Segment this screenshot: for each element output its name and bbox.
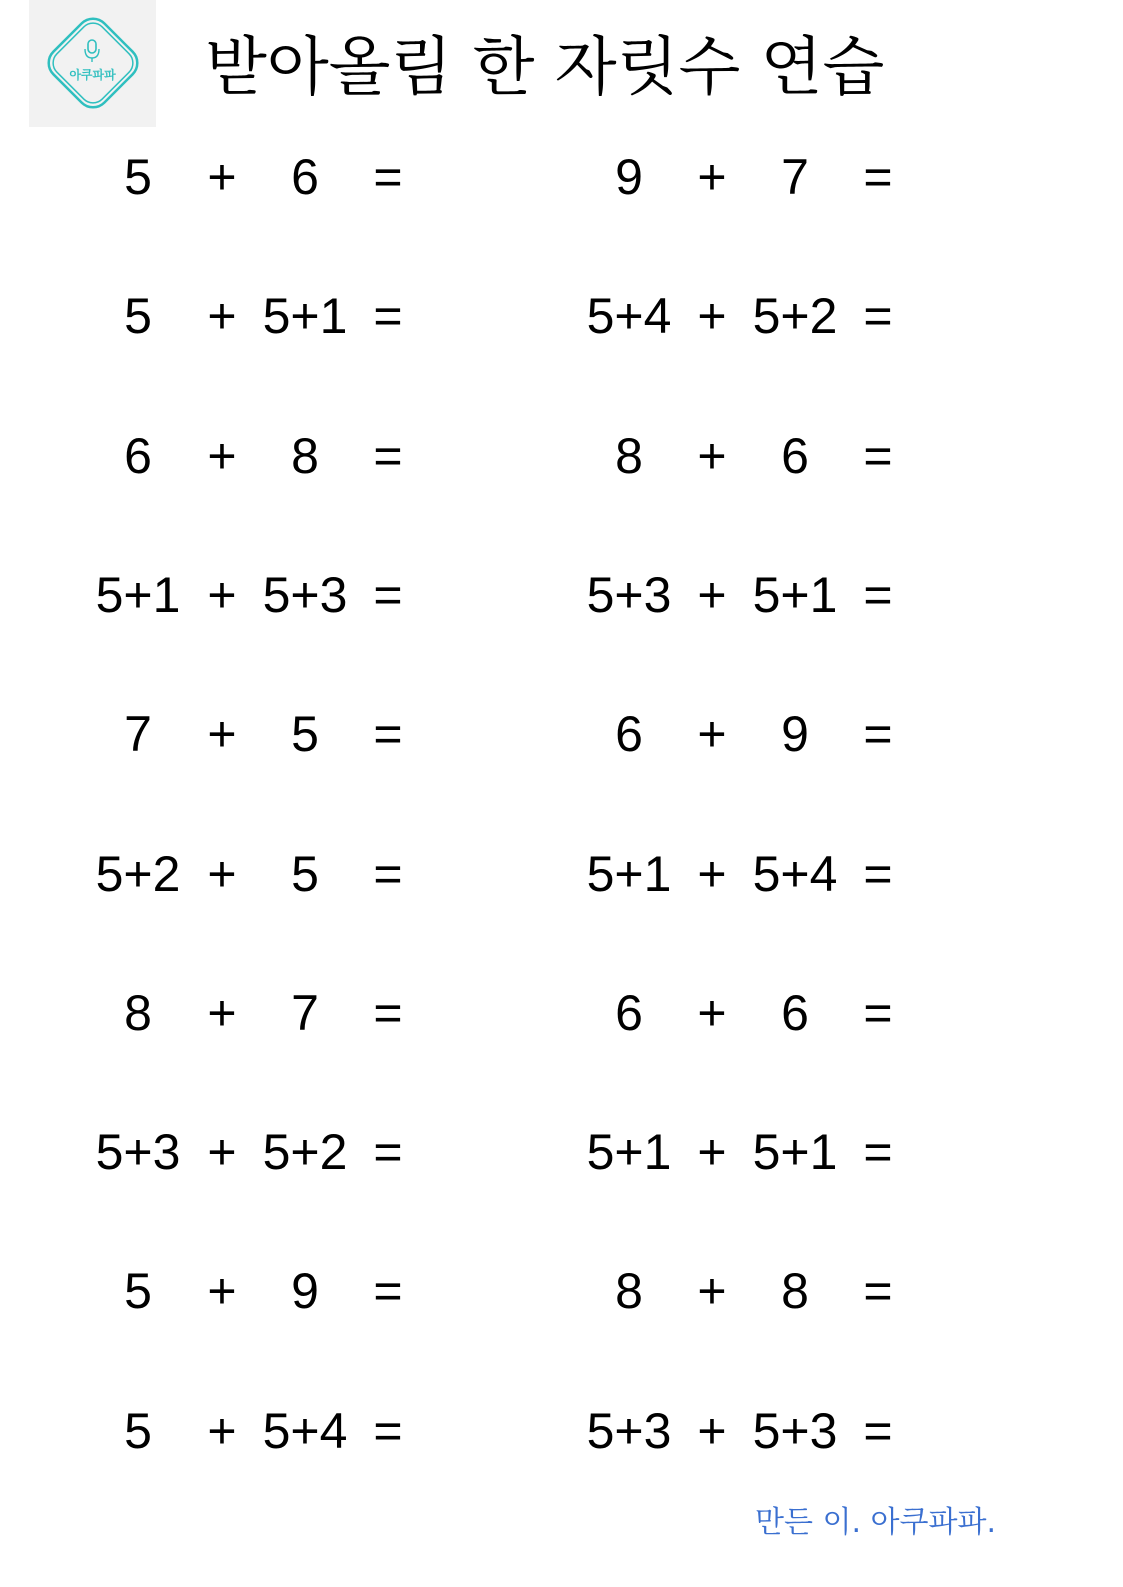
right-problem-equals-sign: = bbox=[863, 1263, 893, 1319]
left-problem-plus-sign: + bbox=[207, 149, 237, 205]
right-problem-second-operand: 5+4 bbox=[752, 846, 838, 902]
problem-row bbox=[0, 1112, 1123, 1192]
left-problem-second-operand: 9 bbox=[291, 1263, 319, 1319]
right-problem-second-operand: 9 bbox=[781, 706, 809, 762]
left-problem-equals-sign: = bbox=[373, 706, 403, 762]
right-problem-equals-sign: = bbox=[863, 1124, 893, 1180]
problem-row bbox=[0, 137, 1123, 217]
right-problem-second-operand: 5+2 bbox=[752, 288, 838, 344]
right-problem-first-operand: 8 bbox=[615, 1263, 643, 1319]
right-problem-second-operand: 5+1 bbox=[752, 567, 838, 623]
left-problem-first-operand: 6 bbox=[124, 428, 152, 484]
left-problem-first-operand: 8 bbox=[124, 985, 152, 1041]
right-problem-first-operand: 8 bbox=[615, 428, 643, 484]
left-problem-second-operand: 6 bbox=[291, 149, 319, 205]
right-problem-plus-sign: + bbox=[697, 1124, 727, 1180]
right-problem-plus-sign: + bbox=[697, 149, 727, 205]
left-problem-second-operand: 7 bbox=[291, 985, 319, 1041]
author-credit: 만든 이. 아쿠파파. bbox=[755, 1505, 997, 1540]
left-problem-first-operand: 5 bbox=[124, 149, 152, 205]
left-problem-equals-sign: = bbox=[373, 1263, 403, 1319]
logo-text: 아쿠파파 bbox=[69, 68, 116, 82]
left-problem-equals-sign: = bbox=[373, 428, 403, 484]
right-problem-equals-sign: = bbox=[863, 428, 893, 484]
right-problem-first-operand: 6 bbox=[615, 706, 643, 762]
left-problem-plus-sign: + bbox=[207, 1263, 237, 1319]
left-problem-plus-sign: + bbox=[207, 428, 237, 484]
right-problem-first-operand: 5+4 bbox=[586, 288, 672, 344]
problem-row bbox=[0, 416, 1123, 496]
left-problem-equals-sign: = bbox=[373, 149, 403, 205]
right-problem-second-operand: 5+1 bbox=[752, 1124, 838, 1180]
left-problem-plus-sign: + bbox=[207, 706, 237, 762]
right-problem-plus-sign: + bbox=[697, 706, 727, 762]
left-problem-plus-sign: + bbox=[207, 1124, 237, 1180]
left-problem-first-operand: 5 bbox=[124, 288, 152, 344]
left-problem-second-operand: 5+3 bbox=[262, 567, 348, 623]
right-problem-equals-sign: = bbox=[863, 149, 893, 205]
right-problem-first-operand: 6 bbox=[615, 985, 643, 1041]
right-problem-equals-sign: = bbox=[863, 1403, 893, 1459]
left-problem-plus-sign: + bbox=[207, 1403, 237, 1459]
right-problem-second-operand: 8 bbox=[781, 1263, 809, 1319]
right-problem-first-operand: 5+1 bbox=[586, 1124, 672, 1180]
left-problem-plus-sign: + bbox=[207, 846, 237, 902]
left-problem-plus-sign: + bbox=[207, 985, 237, 1041]
right-problem-second-operand: 6 bbox=[781, 985, 809, 1041]
logo bbox=[29, 0, 156, 127]
left-problem-equals-sign: = bbox=[373, 846, 403, 902]
right-problem-first-operand: 9 bbox=[615, 149, 643, 205]
left-problem-first-operand: 5 bbox=[124, 1263, 152, 1319]
right-problem-equals-sign: = bbox=[863, 706, 893, 762]
microphone-icon bbox=[85, 40, 99, 62]
right-problem-plus-sign: + bbox=[697, 1403, 727, 1459]
problem-row bbox=[0, 555, 1123, 635]
right-problem-equals-sign: = bbox=[863, 846, 893, 902]
problem-row bbox=[0, 276, 1123, 356]
left-problem-second-operand: 5 bbox=[291, 706, 319, 762]
right-problem-plus-sign: + bbox=[697, 567, 727, 623]
right-problem-first-operand: 5+3 bbox=[586, 567, 672, 623]
left-problem-equals-sign: = bbox=[373, 1403, 403, 1459]
right-problem-second-operand: 6 bbox=[781, 428, 809, 484]
left-problem-second-operand: 5 bbox=[291, 846, 319, 902]
right-problem-plus-sign: + bbox=[697, 428, 727, 484]
left-problem-second-operand: 5+1 bbox=[262, 288, 348, 344]
left-problem-equals-sign: = bbox=[373, 288, 403, 344]
left-problem-first-operand: 5 bbox=[124, 1403, 152, 1459]
right-problem-first-operand: 5+3 bbox=[586, 1403, 672, 1459]
problem-row bbox=[0, 1391, 1123, 1471]
left-problem-equals-sign: = bbox=[373, 1124, 403, 1180]
problem-row bbox=[0, 973, 1123, 1053]
left-problem-first-operand: 5+3 bbox=[95, 1124, 181, 1180]
left-problem-second-operand: 8 bbox=[291, 428, 319, 484]
right-problem-plus-sign: + bbox=[697, 288, 727, 344]
left-problem-first-operand: 7 bbox=[124, 706, 152, 762]
right-problem-equals-sign: = bbox=[863, 985, 893, 1041]
left-problem-plus-sign: + bbox=[207, 567, 237, 623]
left-problem-second-operand: 5+2 bbox=[262, 1124, 348, 1180]
right-problem-equals-sign: = bbox=[863, 567, 893, 623]
problem-row bbox=[0, 694, 1123, 774]
left-problem-first-operand: 5+1 bbox=[95, 567, 181, 623]
right-problem-plus-sign: + bbox=[697, 846, 727, 902]
problem-row bbox=[0, 834, 1123, 914]
left-problem-second-operand: 5+4 bbox=[262, 1403, 348, 1459]
right-problem-second-operand: 5+3 bbox=[752, 1403, 838, 1459]
problem-row bbox=[0, 1251, 1123, 1331]
right-problem-plus-sign: + bbox=[697, 985, 727, 1041]
right-problem-plus-sign: + bbox=[697, 1263, 727, 1319]
left-problem-plus-sign: + bbox=[207, 288, 237, 344]
left-problem-first-operand: 5+2 bbox=[95, 846, 181, 902]
left-problem-equals-sign: = bbox=[373, 985, 403, 1041]
right-problem-first-operand: 5+1 bbox=[586, 846, 672, 902]
right-problem-second-operand: 7 bbox=[781, 149, 809, 205]
page-title: 받아올림 한 자릿수 연습 bbox=[205, 31, 885, 105]
logo-diamond-icon bbox=[29, 0, 156, 127]
left-problem-equals-sign: = bbox=[373, 567, 403, 623]
right-problem-equals-sign: = bbox=[863, 288, 893, 344]
